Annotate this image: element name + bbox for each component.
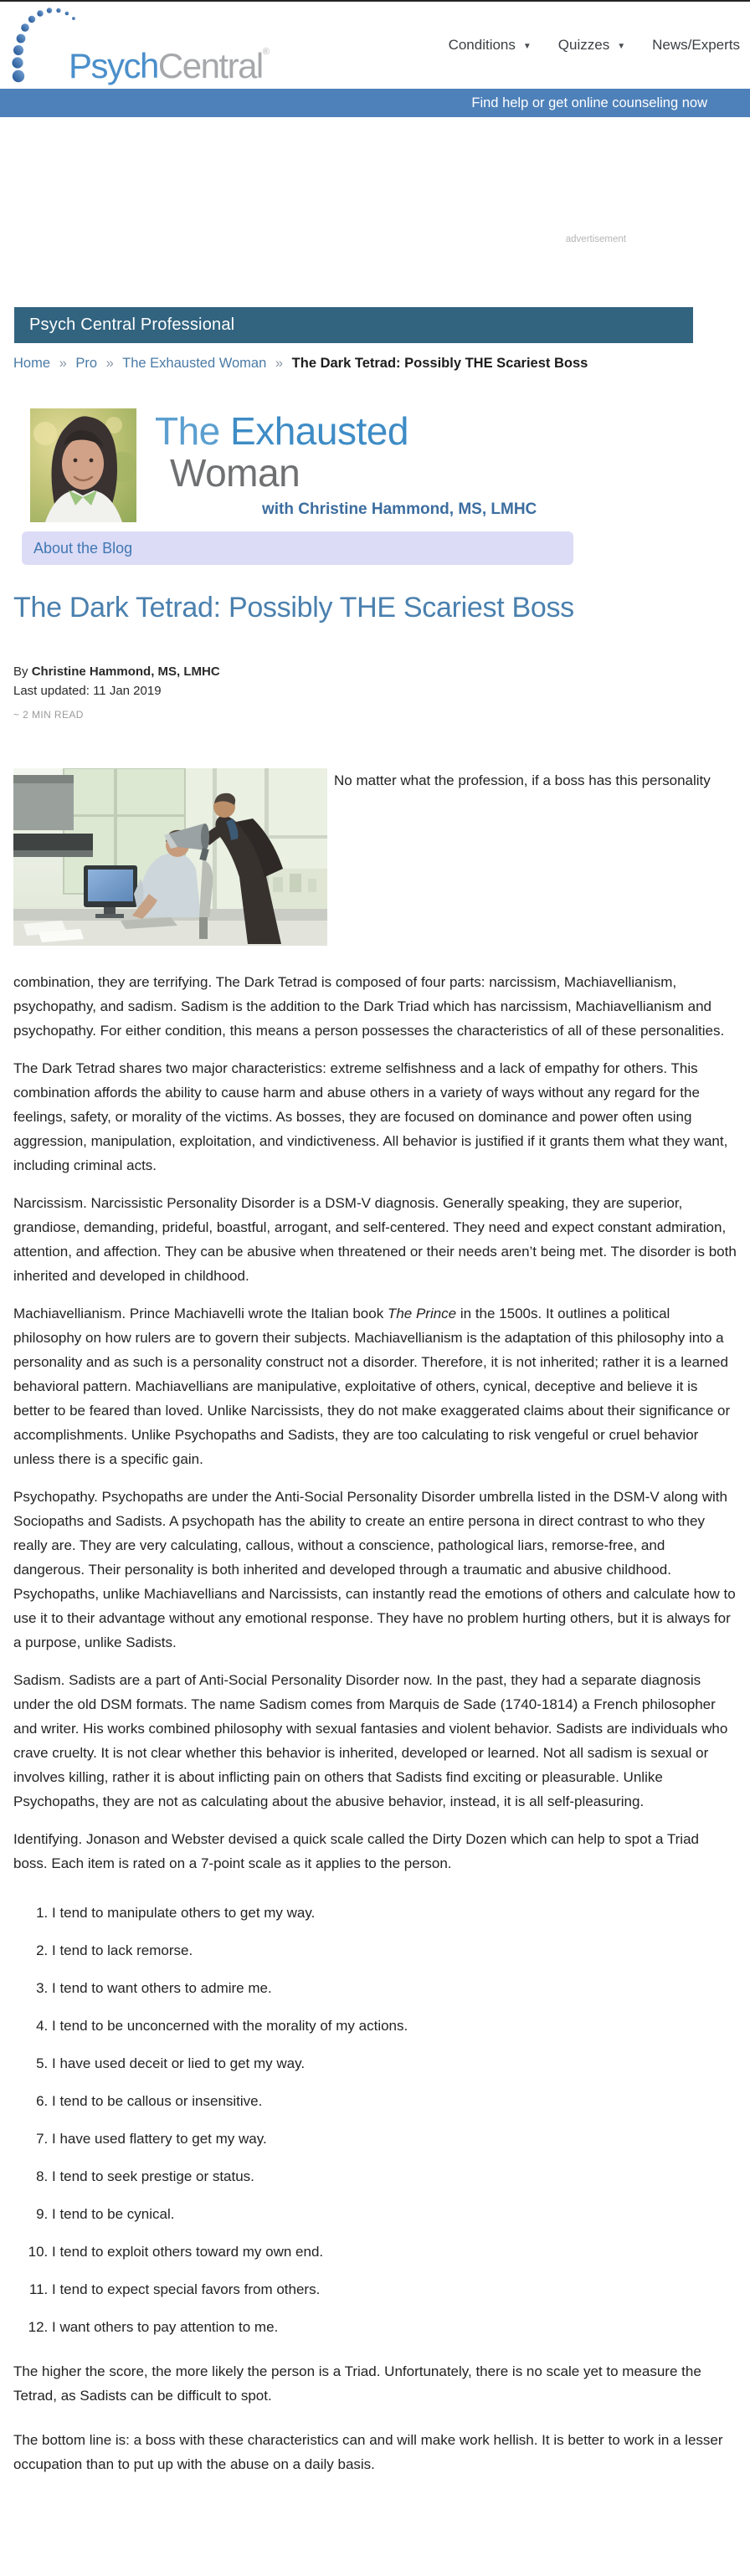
list-item: 8. I tend to seek prestige or status.	[52, 2164, 737, 2189]
article-title: The Dark Tetrad: Possibly THE Scariest Boss	[13, 592, 574, 623]
list-item: 11. I tend to expect special favors from others.	[52, 2277, 737, 2301]
list-item: 4. I tend to be unconcerned with the morality of my actions.	[52, 2014, 737, 2038]
professional-section-bar	[14, 307, 693, 343]
article-paragraph: The bottom line is: a boss with these characteristics can and will make work hellish. It is better to work in a lesser occupation than to put up with the abuse on a daily basis.	[13, 2432, 723, 2472]
breadcrumb-blog[interactable]: The Exhausted Woman	[122, 356, 267, 371]
site-header	[0, 2, 750, 89]
breadcrumb-separator: »	[105, 356, 114, 371]
list-item: 12. I want others to pay attention to me.	[52, 2315, 737, 2339]
article-paragraph: The higher the score, the more likely the person is a Triad. Unfortunately, there is no scale yet to measure the Tetrad, as Sadists can be difficult to spot.	[13, 2363, 701, 2404]
nav-news-experts[interactable]: News/Experts	[652, 37, 740, 53]
article-author-line: By Christine Hammond, MS, LMHC	[13, 665, 220, 679]
list-item: 3. I tend to want others to admire me.	[52, 1976, 737, 2000]
ad-region	[0, 117, 750, 307]
article-read-time: ~ 2 MIN READ	[13, 709, 84, 721]
blog-author-byline: with Christine Hammond, MS, LMHC	[262, 500, 537, 518]
article-paragraph: Narcissism. Narcissistic Personality Disorder is a DSM-V diagnosis. Generally speaking, they are superior, grandiose, demanding, prideful, boastful, arrogant, and self-centered. They need and expect constant admiration, attention, and affection. They can be abusive when threatened or their needs aren’t being met. The disorder is both inherited and developed in childhood.	[13, 1195, 737, 1284]
article-last-updated: Last updated: 11 Jan 2019	[13, 684, 162, 698]
breadcrumb-separator: »	[275, 356, 284, 371]
breadcrumb	[13, 356, 737, 372]
blog-title-line1: The Exhausted	[155, 409, 408, 453]
book-title-italic: The Prince	[387, 1306, 457, 1321]
article-byline-block	[13, 662, 737, 725]
breadcrumb-pro[interactable]: Pro	[75, 356, 98, 371]
breadcrumb-current: The Dark Tetrad: Possibly THE Scariest Boss	[291, 356, 588, 371]
logo-text: PsychCentral®	[69, 46, 270, 85]
bottom-spacer	[13, 2476, 737, 2485]
article-paragraph: Machiavellianism. Prince Machiavelli wrote the Italian book The Prince in the 1500s. It outlines a political philosophy on how rulers are to govern their subjects. Machiavellianism is the adaptation of this philosophy into a personality and as such is a personality construct not a disorder. Therefore, it is not inherited; rather it is a learned behavioral pattern. Machiavellians are manipulative, exploitative of others, cynical, deceptive and believe it is better to be feared than loved. Unlike Narcissists, they do not make exaggerated claims about their significance or accomplishments. Unlike Psychopaths and Sadists, they are too calculating to risk vengeful or cruel behavior unless there is a specific gain.	[13, 1306, 731, 1467]
dirty-dozen-list	[13, 1901, 737, 2339]
about-the-blog-bar	[22, 531, 573, 565]
article-paragraph: Sadism. Sadists are a part of Anti-Social Personality Disorder now. In the past, they had a separate diagnosis under the old DSM formats. The name Sadism comes from Marquis de Sade (1740-1814) a French philosopher and writer. His works combined philosophy with sexual fantasies and violent behavior. Sadists are individuals who crave cruelty. It is not clear whether this behavior is inherited, developed or learned. Not all sadism is sexual or involves killing, rather it is about inflicting pain on others that Sadists find exciting or pleasurable. Unlike Psychopaths, they are not as calculating about the abusive behavior, instead, it is all self-pleasuring.	[13, 1672, 728, 1809]
professional-section-title: Psych Central Professional	[29, 316, 235, 334]
blog-title-line2: Woman	[170, 451, 301, 495]
list-item: 7. I have used flattery to get my way.	[52, 2127, 737, 2151]
blog-header	[30, 408, 750, 522]
chevron-down-icon: ▼	[522, 41, 532, 51]
list-item: 5. I have used deceit or lied to get my way.	[52, 2051, 737, 2076]
article-author-link[interactable]: Christine Hammond, MS, LMHC	[31, 665, 220, 679]
breadcrumb-separator: »	[59, 356, 67, 371]
advertisement-label: advertisement	[565, 234, 626, 244]
list-item: 2. I tend to lack remorse.	[52, 1938, 737, 1963]
article-paragraph: The Dark Tetrad shares two major characteristics: extreme selfishness and a lack of empathy for others. This combination affords the ability to cause harm and abuse others in a variety of ways without any regard for the feelings, safety, or morality of the victims. As bosses, they are focused on dominance and power often using aggression, manipulation, exploitation, and vindictiveness. All behavior is justified if it grants them what they want, including criminal acts.	[13, 1060, 728, 1173]
list-item: 9. I tend to be cynical.	[52, 2202, 737, 2226]
main-nav	[449, 37, 743, 54]
psychcentral-logo[interactable]	[8, 7, 270, 84]
counseling-banner[interactable]: Find help or get online counseling now	[0, 89, 750, 117]
nav-conditions[interactable]: Conditions ▼	[448, 37, 532, 53]
breadcrumb-home[interactable]: Home	[13, 356, 51, 371]
blog-title-block	[155, 408, 537, 522]
list-item: 1. I tend to manipulate others to get my way.	[52, 1901, 737, 1925]
article-image	[13, 768, 327, 946]
article-body	[13, 768, 737, 2485]
list-item: 10. I tend to exploit others toward my own end.	[52, 2240, 737, 2264]
blog-author-photo	[30, 408, 136, 522]
article-paragraph: Identifying. Jonason and Webster devised a quick scale called the Dirty Dozen which can help to spot a Triad boss. Each item is rated on a 7-point scale as it applies to the person.	[13, 1831, 699, 1871]
article-paragraph: Psychopathy. Psychopaths are under the Anti-Social Personality Disorder umbrella listed in the DSM-V along with Sociopaths and Sadists. A psychopath has the ability to create an entire persona in direct contrast to who they really are. They are very calculating, callous, without a conscience, pathological liars, remorse-free, and dangerous. Their personality is both inherited and developed through a traumatic and abusive childhood. Psychopaths, unlike Machiavellians and Narcissists, can instantly read the emotions of others and calculate how to use it to their advantage without any emotional response. They have no problem hurting others, but it is always for a purpose, unlike Sadists.	[13, 1489, 736, 1650]
article-lead-row	[13, 768, 737, 946]
chevron-down-icon: ▼	[617, 41, 626, 51]
list-item: 6. I tend to be callous or insensitive.	[52, 2089, 737, 2113]
article-lead-text: No matter what the profession, if a boss has this personality	[334, 772, 711, 788]
nav-quizzes[interactable]: Quizzes ▼	[557, 37, 626, 53]
about-the-blog-link[interactable]: About the Blog	[33, 539, 133, 557]
article-paragraph: combination, they are terrifying. The Dark Tetrad is composed of four parts: narcissism, Machiavellianism, psychopathy, and sadism. Sadism is the addition to the Dark Triad which has narcissism, Machiavellianism and psychopathy. For either condition, this means a person possesses the characteristics of all of these personalities.	[13, 974, 725, 1039]
